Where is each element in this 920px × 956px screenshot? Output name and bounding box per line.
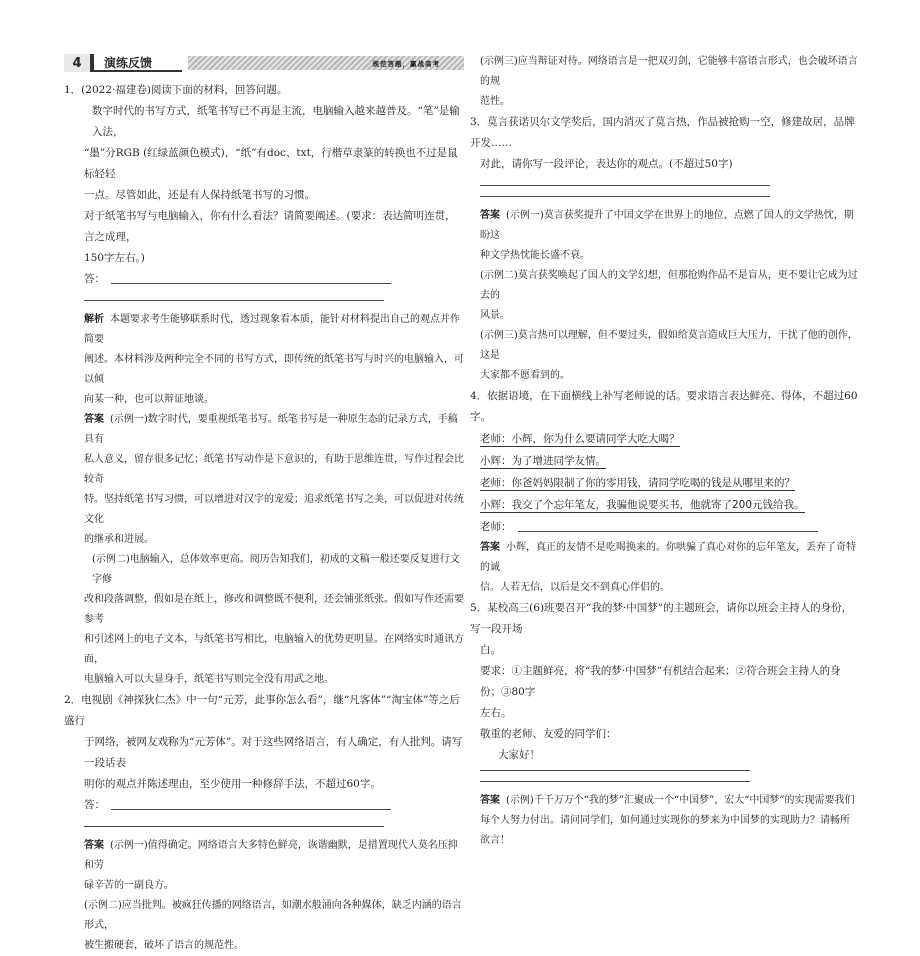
q3-answer-line: 种文学热忱能长盛不衰。: [480, 250, 590, 261]
q2-answer-line: 碌辛苦的一副良方。: [84, 880, 174, 891]
q1-analysis-line: 阐述。本材料涉及两种完全不同的书写方式，即传统的纸笔书写与时兴的电脑输入，可以倾: [84, 354, 464, 385]
answer-line: [111, 809, 391, 810]
q1-material-line: 数字时代的书写方式，纸笔书写已不再是主流，电脑输入越来越普及。“笔”是输入法，: [92, 105, 460, 138]
q2-answer-line: (示例三)应当辩证对待。网络语言是一把双刃剑，它能够丰富语言形式，也会破坏语言的规: [480, 56, 858, 87]
q1-answer-line: 的继承和进展。: [84, 534, 154, 545]
answer-line: [111, 283, 391, 284]
q5-text-line: 白。: [480, 644, 501, 656]
q2-answer-line: (示例二)应当批判。被疯狂传播的网络语言，如潮水般涌向各种媒体，缺乏内涵的语言形式，: [84, 900, 462, 931]
answer-label: 答案: [480, 795, 500, 806]
answer-label: 答案: [480, 542, 500, 553]
q5-greeting: 敬重的老师、友爱的同学们：: [480, 728, 617, 740]
section-subtitle: 规范答题，赢战高考: [372, 59, 440, 68]
q1-answer-line: 和引述网上的电子文本，与纸笔书写相比，电脑输入的优势更明显。在网络实时通讯方面，: [84, 634, 464, 665]
answer-line: [480, 196, 770, 197]
section-title: 演练反馈: [94, 54, 182, 72]
q5-answer: 答案 (示例)千千万万个“我的梦”汇聚成一个“中国梦”，宏大“中国梦”的实现需要我们: [480, 795, 855, 806]
q2-text-line: 2．电视剧《神探狄仁杰》中一句“元芳，此事你怎么看”，继“凡客体”“淘宝体”等之后盛行: [64, 694, 460, 727]
q2-text-line: 于网络，被网友戏称为“元芳体”。对于这些网络语言，有人确定，有人批判。请写一段话表: [84, 736, 463, 769]
q1-question-line: 对于纸笔书写与电脑输入，你有什么看法？请简要阐述。(要求：表达简明连贯，言之成理，: [84, 210, 456, 243]
q1-answer-line: 电脑输入可以大显身手，纸笔书写则完全没有用武之地。: [84, 674, 334, 685]
answer-line: [84, 300, 384, 301]
q5-hello: 大家好！: [498, 749, 540, 761]
dialog-line: 小辉：我交了个忘年笔友，我骗他说要买书，他就寄了200元钱给我。: [480, 499, 805, 511]
dialog-line: 老师：你爸妈妈限制了你的零用钱，请同学吃喝的钱是从哪里来的？: [480, 477, 795, 489]
q1-material-line: 一点。尽管如此，还是有人保持纸笔书写的习惯。: [84, 189, 315, 201]
analysis-label: 解析: [84, 314, 104, 325]
answer-line: [518, 531, 818, 532]
q3-answer-line: (示例二)莫言获奖唤起了国人的文学幻想，但那抢购作品不是盲从，更不要让它成为过去的: [480, 270, 858, 301]
dialog-line-blank: 老师：: [480, 516, 858, 538]
q2-answer-line: 范性。: [480, 96, 510, 107]
q4-answer: 答案 小辉，真正的友情不是吃喝换来的。你哄骗了真心对你的忘年笔友，丢弃了奇特的诚: [480, 542, 856, 573]
section-number: 4: [64, 54, 94, 72]
q2-text-line: 明你的观点并陈述理由，至少使用一种修辞手法，不超过60字。: [84, 778, 381, 790]
q5-answer-line: 每个人努力付出。请问同学们，如何通过实现你的梦来为中国梦的实现助力？请畅所欲言！: [480, 815, 850, 846]
q3-answer-line: 风景。: [480, 310, 510, 321]
q5-text-line: 5．某校高三(6)班要召开“我的梦·中国梦”的主题班会，请你以班会主持人的身份，写一段开场: [470, 602, 853, 635]
q2-answer-line: 被生搬硬套，破坏了语言的规范性。: [84, 940, 244, 951]
q4-text: 4．依据语境，在下面横线上补写老师说的话。要求语言表达鲜亮、得体，不超过60字。: [470, 390, 858, 423]
q1-answer-line: 改和段落调整，假如是在纸上，修改和调整既不便利，还会铺张纸张。假如写作还需要参考: [84, 594, 464, 625]
q2-answer-blank: 答：: [64, 795, 464, 816]
answer-line: [480, 185, 770, 186]
q3-answer-line: (示例三)莫言热可以理解，但不要过头，假如给莫言造成巨大压力，干扰了他的创作，这是: [480, 330, 858, 361]
q5-requirement-line: 左右。: [480, 707, 512, 719]
q3-text-line: 对此，请你写一段评论，表达你的观点。(不超过50字): [480, 158, 733, 170]
answer-label: 答案: [84, 414, 104, 425]
q1-question-line: 150字左右。): [84, 252, 145, 264]
q1-answer: 答案 (示例一)数字时代，要重视纸笔书写。纸笔书写是一种原生态的记录方式，手稿具有: [84, 414, 458, 445]
dialog-line: 小辉：为了增进同学友情。: [480, 455, 606, 467]
q2-answer: 答案 (示例一)值得确定。网络语言大多特色鲜亮，诙谐幽默，是措置现代人莫名压抑和劳: [84, 840, 458, 871]
q4-answer-line: 信。人若无信，以后是交不到真心伴侣的。: [480, 582, 670, 593]
left-column: [64, 80, 464, 956]
section-header: [64, 54, 464, 72]
q1-answer-line: (示例二)电脑输入，总体效率更高。阅历告知我们，初成的文稿一般还要反复进行文字修: [92, 554, 460, 585]
q3-text-line: 3．莫言获诺贝尔文学奖后，国内消灭了莫言热，作品被抢购一空，修建故居，品牌开发……: [470, 116, 855, 149]
right-column: [470, 52, 858, 851]
answer-label: 答案: [84, 840, 104, 851]
q1-answer-blank: 答：: [64, 269, 464, 290]
q1-material-line: “墨”分RGB (红绿蓝颜色模式)，“纸”有doc、txt，行楷草隶篆的转换也不过是鼠标轻轻: [84, 147, 458, 180]
q1-heading: 1．(2022·福建卷)阅读下面的材料，回答问题。: [64, 84, 288, 96]
q1-analysis: 解析 本题要求考生能够联系时代，透过现象看本质，能针对材料提出自己的观点并作简要: [84, 314, 460, 345]
answer-label: 答案: [480, 210, 500, 221]
q3-answer-line: 大家都不愿看到的。: [480, 370, 570, 381]
answer-line: [480, 781, 750, 782]
q3-answer: 答案 (示例一)莫言获奖提升了中国文学在世界上的地位，点燃了国人的文学热忱，期盼这: [480, 210, 854, 241]
answer-line: [480, 770, 750, 771]
answer-line: [84, 826, 384, 827]
q1-answer-line: 特。坚持纸笔书写习惯，可以增进对汉字的宠爱；追求纸笔书写之美，可以促进对传统文化: [84, 494, 464, 525]
q1-answer-line: 私人意义，留存很多记忆；纸笔书写动作是下意识的，有助于思维连贯，写作过程会比较奇: [84, 454, 464, 485]
header-band: [188, 56, 464, 70]
q5-requirement-line: 要求：①主题鲜亮，将“我的梦·中国梦”有机结合起来；②符合班会主持人的身份；③80字: [480, 665, 841, 698]
q1-analysis-line: 向某一种，也可以辩证地谈。: [84, 394, 214, 405]
dialog-line: 老师：小辉，你为什么要请同学大吃大喝？: [480, 433, 680, 445]
